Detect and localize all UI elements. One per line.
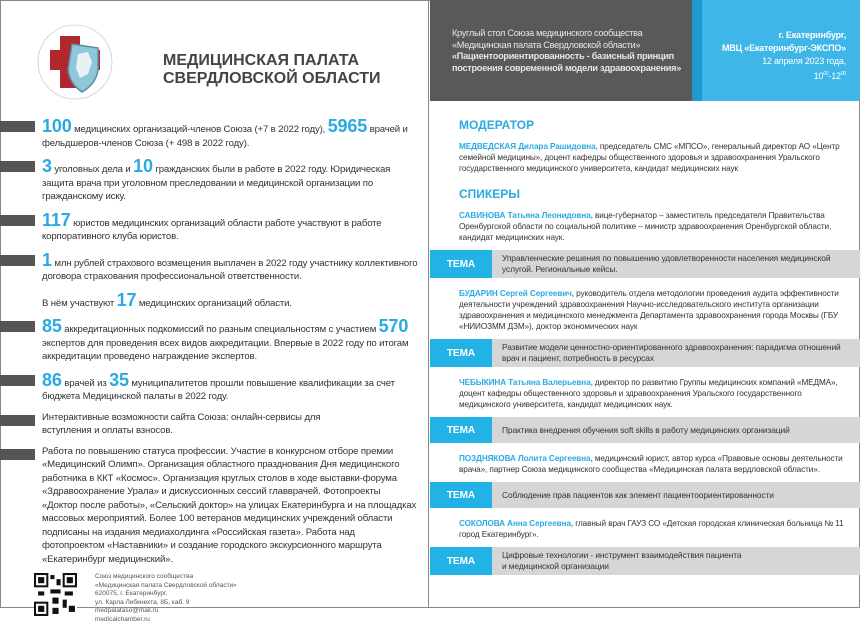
logo	[28, 22, 381, 102]
speakers-heading: СПИКЕРЫ	[459, 187, 520, 201]
topic-text: Развитие модели ценностно-ориентированного здравоохранения: парадигма отношений врач и пациент, потребность в ресурсах	[502, 342, 841, 363]
organization-contacts: Союз медицинского сообщества «Медицинская палата Свердловской области» 620075, г. Екатеринбург, ул. Карла Либкнехта, 8Б, каб. 9 medpalataso@mail.ru medicalchamber.ru	[95, 573, 237, 623]
logo-title: МЕДИЦИНСКАЯ ПАЛАТА СВЕРДЛОВСКОЙ ОБЛАСТИ	[163, 52, 381, 87]
website-link[interactable]: medicalchamber.ru	[95, 615, 150, 623]
stat-accreditation: 85 аккредитационных подкомиссий по разным специальностям с участием 570 экспертов для проведения всех видов аккредитации. Впервые в 2022 году по итогам аккредитации проведено награждение экспертов.	[0, 317, 425, 364]
qr-code-icon	[34, 573, 77, 616]
stat-status-work: Работа по повышению статуса профессии. Участие в конкурсном отборе премии «Медицинский Олимп». Организация областного празднования Дня медицинского работника в ККТ «Космос». Организация круглых столов в ходе выставки-форума «Здравоохранение Урала» и дискуссионных сессий главврачей. Фотопроекты «Доктор после работы», «Сельский доктор» на улицах Екатеринбурга и на площадках массовых мероприятий. Более 100 ветеранов медицинских учреждений области подписаны на издания медиахолдинга «Российская газета». Работа над фотопроектом «Наставники» и создание городского экскурсионного маршрута «Екатеринбург медицинский».	[0, 445, 425, 567]
stat-bar	[0, 255, 35, 266]
event-header: Круглый стол Союза медицинского сообщества «Медицинская палата Свердловской области» «Пациентоориентированность - базисный принцип построения современной модели здравоохранения»	[430, 0, 692, 101]
topic-text: Управленческие решения по повышению удовлетворенности населения медицинской услугой. Региональные кейсы.	[502, 253, 831, 274]
topic-label: ТЕМА	[430, 417, 492, 443]
speaker-info: ПОЗДНЯКОВА Лолита Сергеевна, медицинский юрист, автор курса «Правовые основы деятельности врача», партнер Союза медицинского сообщества «Медицинская палата вердловской области».	[459, 454, 843, 474]
speaker-info: СОКОЛОВА Анна Сергеевна, главный врач ГАУЗ СО «Детская городская клиническая больница № 11 город Екатеринбург».	[459, 519, 844, 539]
topic-band	[430, 250, 860, 278]
topic-label: ТЕМА	[430, 482, 492, 508]
topic-text: Практика внедрения обучения soft skills в работу медицинских организаций	[502, 424, 790, 435]
topic-label: ТЕМА	[430, 547, 492, 575]
stats-column	[0, 116, 428, 623]
medical-chamber-emblem-icon	[28, 22, 123, 102]
email-link[interactable]: medpalataso@mail.ru	[95, 607, 159, 614]
stat-website: Интерактивные возможности сайта Союза: онлайн-сервисы для вступления и оплаты взносов.	[0, 411, 425, 438]
topic-band	[430, 482, 860, 508]
stat-members: 100 медицинских организаций-членов Союза (+7 в 2022 году), 5965 врачей и фельдшеров-членов Союза (+ 498 в 2022 году).	[0, 117, 425, 150]
stat-bar	[0, 121, 35, 132]
speaker-info: САВИНОВА Татьяна Леонидовна, вице-губернатор – заместитель председателя Правительства Оренбургской области по социальной политике – министр здравоохранения Оренбургской области, кандидат медицинских наук.	[459, 211, 832, 242]
speaker-info: ЧЕБЫКИНА Татьяна Валерьевна, директор по развитию Группы медицинских компаний «МЕДМА», доцент кафедры общественного здоровья и здравоохранения Уральского государственного медицинского университета, кандидат медицинских наук.	[459, 378, 838, 409]
stat-bar	[0, 321, 35, 332]
stat-insurance: 1 млн рублей страхового возмещения выплачен в 2022 году участнику коллективного договора страхования профессиональной ответственности.	[0, 251, 425, 284]
stat-cases: 3 уголовных дела и 10 гражданских были в работе в 2022 году. Юридическая защита врача при уголовном преследовании и медицинской организации по гражданскому иску.	[0, 157, 425, 204]
stat-lawyers: 117 юристов медицинских организаций области работе участвуют в работе корпоративного клуба юристов.	[0, 211, 425, 244]
stat-participants: В нём участвуют 17 медицинских организаций области.	[42, 289, 292, 310]
topic-label: ТЕМА	[430, 250, 492, 278]
stat-bar	[0, 449, 35, 460]
moderator-info: МЕДВЕДСКАЯ Дилара Рашидовна, председатель СМС «МПСО», генеральный директор АО «Центр семейной медицины», доцент кафедры общественного здоровья и здравоохранения Уральского государственного медицинского университета, кандидат медицинских наук	[459, 142, 840, 173]
stat-bar	[0, 415, 35, 426]
speaker-info: БУДАРИН Сергей Сергеевич, руководитель отдела методологии проведения аудита эффективности деятельности учреждений здравоохранения Научно-исследовательского института организации здравоохранения и медицинского менеджмента Департамента здравоохранения города Москвы (ГБУ «НИИОЗММ ДЗМ»), доктор экономических наук	[459, 289, 839, 331]
stat-bar	[0, 161, 35, 172]
stat-bar	[0, 215, 35, 226]
topic-text: Цифровые технологии - инструмент взаимодействия пациента и медицинской организации	[502, 550, 742, 571]
topic-band	[430, 547, 860, 575]
program-column	[430, 116, 860, 604]
topic-text: Соблюдение прав пациентов как элемент пациентоориентированности	[502, 489, 774, 500]
stat-training: 86 врачей из 35 муниципалитетов прошли повышение квалификации за счет бюджета Медицинской палаты в 2022 году.	[0, 371, 425, 404]
stat-bar	[0, 375, 35, 386]
topic-band	[430, 339, 860, 367]
topic-label: ТЕМА	[430, 339, 492, 367]
footer	[0, 573, 428, 630]
moderator-heading: МОДЕРАТОР	[459, 118, 535, 132]
event-location-date: г. Екатеринбург, МВЦ «Екатеринбург-ЭКСПО» 12 апреля 2023 года, $10^{00}-12^{00}$	[692, 0, 860, 101]
topic-band	[430, 417, 860, 443]
